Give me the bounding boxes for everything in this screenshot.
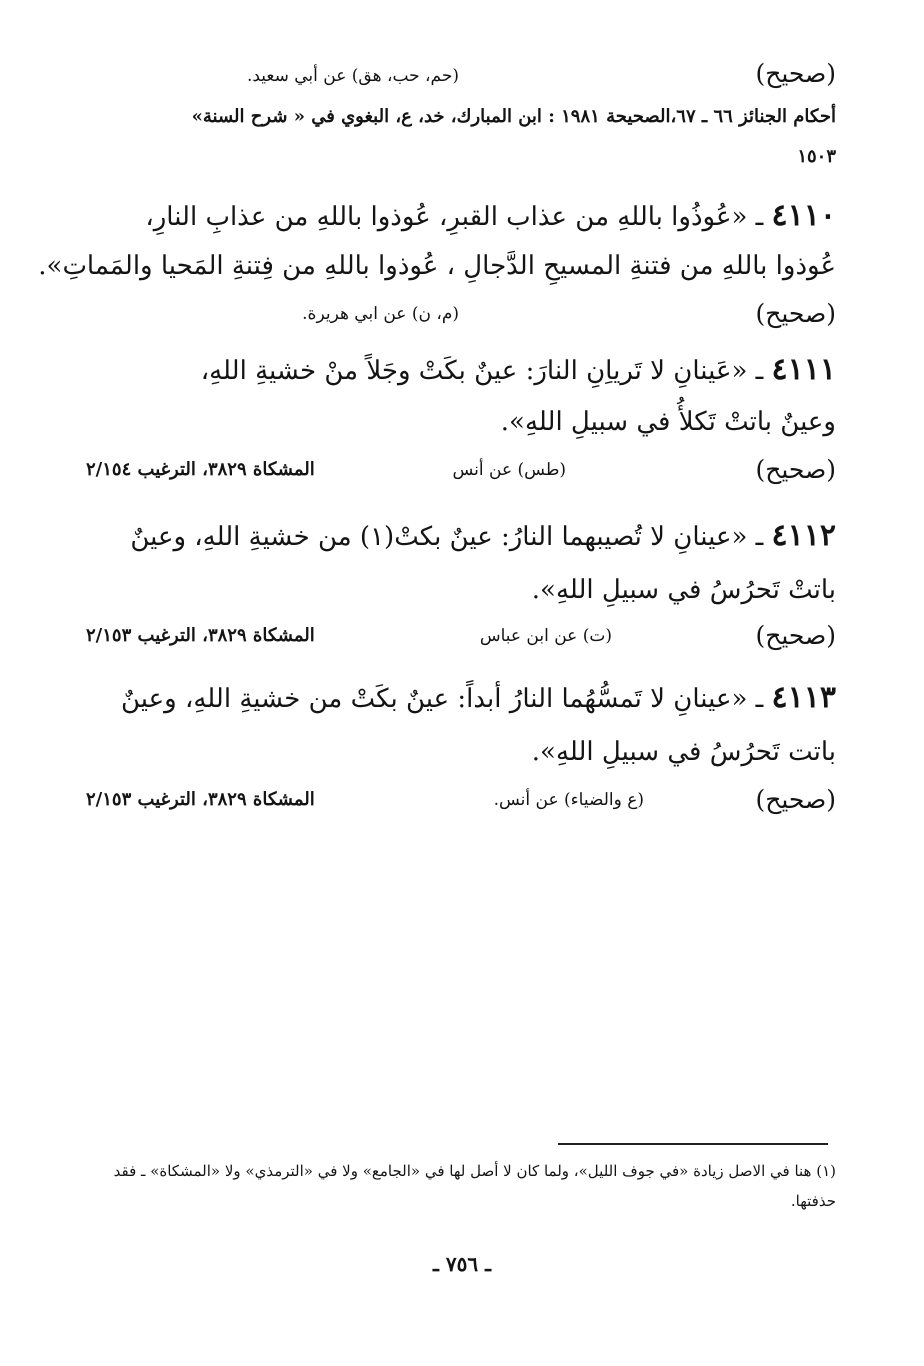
footnote-line: (١) هنا في الاصل زيادة «في جوف الليل»، ولما كان لا أصل لها في «الجامع» ولا في «الترمذي» ولا «المشكاة» ـ فقد — [113, 1162, 836, 1180]
grade-label: (صحيح) — [755, 621, 836, 650]
references-label: المشكاة ٣٨٢٩، الترغيب ٢/١٥٣ — [86, 625, 315, 646]
grade-label: (صحيح) — [755, 59, 836, 88]
source-label: (ع والضياء) عن أنس. — [493, 790, 644, 810]
hadith-line: باتت تَحرُسُ في سبيلِ اللهِ». — [531, 737, 836, 767]
references-label: المشكاة ٣٨٢٩، الترغيب ٢/١٥٣ — [86, 789, 315, 810]
hadith-line: ـ «عينانِ لا تَمسُّهُما النارُ أبداً: عينٌ بكَتْ من خشيةِ اللهِ، وعينٌ — [121, 684, 764, 714]
hadith-text — [86, 680, 836, 717]
references-line: ١٥٠٣ — [797, 146, 836, 167]
hadith-line: وعينٌ باتتْ تَكلأُ في سبيلِ اللهِ». — [500, 407, 836, 437]
source-label: (طس) عن أنس — [452, 460, 566, 480]
hadith-line: عُوذوا باللهِ من فتنةِ المسيحِ الدَّجالِ ، عُوذوا باللهِ من فِتنةِ المَحيا والمَماتِ». — [38, 251, 836, 281]
hadith-line: ـ «عينانِ لا تُصيبهما النارُ: عينٌ بكتْ(١) من خشيةِ اللهِ، وعينٌ — [130, 522, 764, 552]
page-number: ـ ٧٥٦ ـ — [433, 1252, 491, 1276]
hadith-line: ـ «عَينانِ لا تَرياِنِ النارَ: عينٌ بكَتْ وجَلاً منْ خشيةِ اللهِ، — [200, 356, 764, 386]
grade-label: (صحيح) — [755, 785, 836, 814]
footnote-line: حذفتها. — [790, 1192, 836, 1210]
footnote-divider — [558, 1143, 828, 1145]
source-label: (ت) عن ابن عباس — [479, 626, 612, 646]
hadith-text — [86, 518, 836, 555]
hadith-number: ٤١١١ — [771, 352, 836, 387]
hadith-text — [86, 198, 836, 235]
hadith-number: ٤١١٣ — [771, 680, 836, 715]
hadith-number: ٤١١٠ — [771, 198, 836, 233]
hadith-text — [86, 352, 836, 389]
hadith-number: ٤١١٢ — [771, 518, 836, 553]
grade-label: (صحيح) — [755, 455, 836, 484]
grade-label: (صحيح) — [755, 299, 836, 328]
references-label: المشكاة ٣٨٢٩، الترغيب ٢/١٥٤ — [86, 459, 315, 480]
hadith-line: ـ «عُوذُوا باللهِ من عذاب القبرِ، عُوذوا باللهِ من عذابِ النارِ، — [145, 202, 764, 232]
source-label: (حم، حب، هق) عن أبي سعيد. — [246, 66, 459, 86]
hadith-line: باتتْ تَحرُسُ في سبيلِ اللهِ». — [531, 575, 836, 605]
source-label: (م، ن) عن ابي هريرة. — [302, 304, 459, 324]
references-line: أحكام الجنائز ٦٦ ـ ٦٧،الصحيحة ١٩٨١ : ابن المبارك، خد، ع، البغوي في « شرح السنة» — [191, 106, 836, 127]
